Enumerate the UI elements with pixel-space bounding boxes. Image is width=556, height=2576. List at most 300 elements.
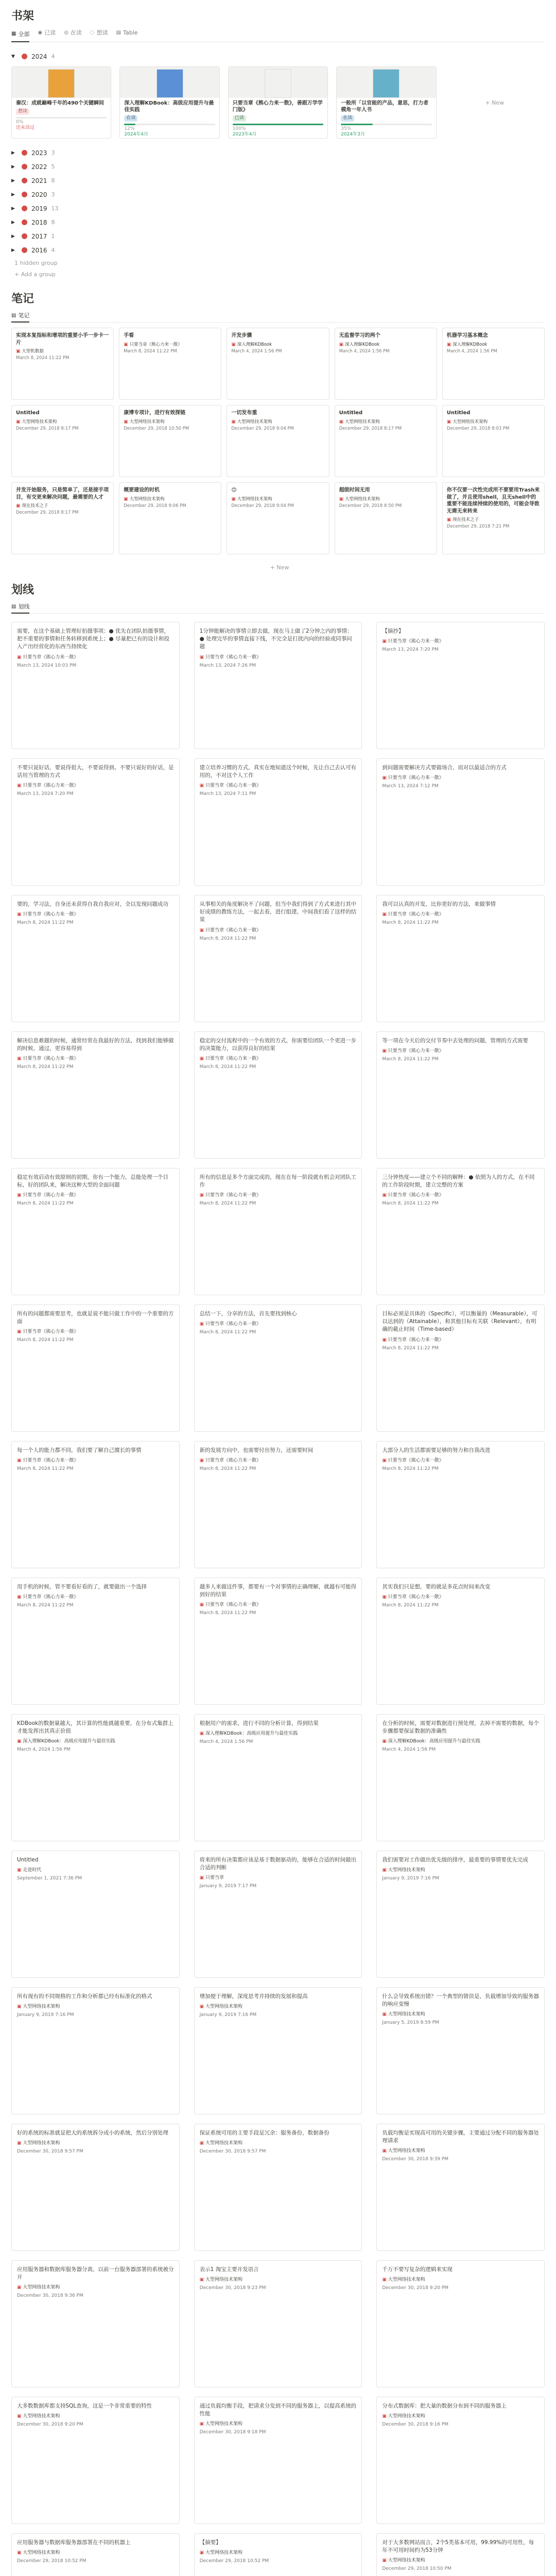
note-card[interactable] [442, 405, 545, 477]
group-label: 2016 [31, 246, 47, 254]
caret-down-icon[interactable]: ▼ [11, 54, 15, 59]
highlight-book [200, 2550, 357, 2556]
group-row[interactable] [11, 243, 545, 257]
highlight-book-text: 只要当章《熊心力来一散》 [205, 654, 262, 660]
note-date: December 29, 2018 8:17 PM [339, 426, 402, 431]
caret-right-icon[interactable]: ▶ [11, 150, 15, 156]
book-card[interactable] [11, 66, 111, 139]
highlight-card[interactable] [11, 1578, 180, 1705]
book-icon: ▣ [231, 419, 237, 425]
group-count: 8 [51, 219, 55, 226]
highlight-book-text: 大型网络技术架构 [388, 2148, 425, 2154]
tab-label: 想读 [96, 29, 108, 36]
tab-notes[interactable] [11, 311, 29, 323]
highlight-text: 用手机的时候，管不要看好看的了，就要做出一个选择 [17, 1584, 147, 1590]
highlight-text: 【摘要】 [199, 2539, 221, 2546]
highlight-date: March 8, 2024 11:22 PM [382, 1466, 439, 1472]
highlight-book [200, 654, 357, 661]
highlight-card[interactable] [11, 1987, 180, 2114]
book-icon: ▣ [446, 342, 453, 347]
highlight-date: December 29, 2018 10:50 PM [382, 2566, 451, 2572]
highlight-card[interactable] [376, 1168, 545, 1295]
note-date: December 29, 2018 8:50 PM [339, 503, 402, 509]
progress-bar [233, 124, 323, 125]
highlight-date: March 13, 2024 10:03 PM [17, 663, 77, 668]
tab-label: 在读 [70, 29, 82, 36]
progress-bar [16, 117, 107, 118]
note-source [16, 348, 109, 354]
progress-fill [124, 124, 135, 125]
progress-label: 12% [124, 126, 135, 131]
highlight-card[interactable] [376, 1851, 545, 1978]
hidden-group-link[interactable]: 1 hidden group [14, 259, 58, 266]
note-source-text: 大型网络技术架构 [453, 419, 488, 425]
note-card[interactable] [11, 405, 114, 477]
note-title: 机器学习基本概念 [446, 333, 488, 338]
highlight-book [200, 1321, 357, 1328]
note-date: December 29, 2018 9:04 PM [231, 503, 294, 509]
highlight-card[interactable] [376, 1304, 545, 1432]
book-icon: ▣ [17, 2550, 23, 2556]
highlight-text: 我们需要对工作做出优先级的排序，最重要的事情要优先完成 [382, 1857, 528, 1863]
highlight-text: 从事相关的角度解决不了问题，但当中我们得到了方式来进行其中好成绩的教练方法，一起去看，进行组建，中间我们看了这样的结果 [199, 901, 357, 923]
highlight-card[interactable] [376, 895, 545, 1022]
highlight-text: 其实我们只是想，要的就是多花点时间来改变 [382, 1584, 491, 1590]
note-date: December 29, 2018 7:21 PM [446, 524, 510, 530]
highlight-card[interactable] [194, 1441, 362, 1568]
notes-gallery [11, 323, 545, 560]
group-2024[interactable] [11, 49, 545, 63]
book-icon: ▣ [382, 1595, 388, 1600]
add-group-link[interactable]: + Add a group [14, 270, 56, 278]
highlight-book [200, 783, 357, 789]
highlight-card[interactable] [194, 1987, 362, 2114]
note-source-text: 大型网络技术架构 [129, 419, 165, 425]
note-card[interactable] [227, 328, 329, 400]
highlight-text: 目标必须是具体的（Specific），可以衡量的（Measurable），可以达到的（Attainable），和其他目标有关联（Relevant），有明确的截止时间（Time-based） [382, 1311, 537, 1333]
highlight-book-text: 深入理解KDBook：高级应用提升与最佳实践 [205, 1731, 298, 1737]
highlight-card[interactable] [194, 1168, 362, 1295]
highlight-book [200, 1192, 357, 1199]
group-row[interactable] [11, 188, 545, 201]
highlight-book-text: 大型网络技术架构 [388, 2414, 425, 2419]
highlight-book [17, 1594, 174, 1601]
note-title: 一切发布重 [231, 410, 257, 416]
highlight-card[interactable] [11, 895, 180, 1022]
highlight-text: 【摘抄】 [382, 628, 404, 634]
book-cover-image [157, 69, 183, 98]
highlight-book [382, 911, 539, 918]
book-icon: ▣ [231, 496, 237, 502]
note-title: 并发开始服务，只是简单了，还是接手项目，有交更来解决问题，最需要的人才 [16, 487, 109, 500]
book-icon: ▣ [16, 419, 22, 425]
group-row[interactable] [11, 229, 545, 243]
highlight-card[interactable] [194, 758, 362, 886]
book-icon: ▣ [16, 503, 22, 509]
highlight-text: 稳定有效启动有效原则的初期，你有一个能力，总能处理一个目标，好的团队来，解决这种大型的全面问题 [17, 1174, 168, 1189]
group-count: 3 [51, 149, 55, 156]
note-title: Untitled [446, 410, 471, 416]
new-book-button[interactable]: + New [485, 99, 505, 106]
highlight-date: March 4, 2024 1:56 PM [199, 1739, 253, 1745]
highlight-book [200, 1602, 357, 1608]
highlight-book-text: 大型网络技术架构 [388, 2277, 425, 2283]
notes-icon: ▤ [11, 312, 16, 318]
highlight-book-text: 大型网络技术架构 [205, 2277, 243, 2283]
year-dot-icon [22, 219, 27, 225]
highlight-text: 需要，在这个基础上管理好拍摄事项：● 优先在团队拍摄事情，把不重要的事情和任务转移到系统上；● 尽量把已有的设计和投入产出经营化的东西当持续化 [17, 628, 169, 650]
highlight-book [382, 638, 539, 645]
book-icon: ▣ [199, 2004, 206, 2010]
highlight-card[interactable] [11, 2397, 180, 2524]
highlight-text: 不要只说好话，要说得很大，不要说得到。不要只说好的好话，是话用当管理的方式 [17, 765, 174, 779]
highlight-book-text: 只要当章 [205, 1875, 224, 1881]
status-badge: 想读 [16, 109, 29, 115]
highlight-card[interactable] [376, 1578, 545, 1705]
highlight-text: 所有现有的不同规格的工作和分析都已经有标准化的格式 [17, 1993, 152, 1999]
highlight-card[interactable] [194, 1031, 362, 1159]
highlight-text: 建立培养习惯的方式，真实在地知道这个时候，先让自己去认可有用的，不对这个人工作 [199, 765, 357, 779]
book-icon: ▣ [382, 639, 388, 645]
book-date: 2024年4月 [124, 132, 149, 138]
book-cover [120, 67, 219, 98]
book-icon: ▣ [17, 1056, 23, 1062]
highlight-text: 保证系统可用的主要手段是冗余：服务备份，数据备份 [199, 2130, 329, 2136]
book-icon: ▣ [199, 1731, 206, 1737]
highlight-book [382, 2277, 539, 2283]
tab-icon: ▤ [116, 29, 121, 36]
highlight-card[interactable] [11, 1304, 180, 1432]
year-dot-icon [22, 233, 27, 239]
book-cover [12, 67, 111, 98]
highlight-book [200, 1458, 357, 1464]
note-title: 超级时间无用 [339, 487, 370, 493]
highlight-book [200, 2277, 357, 2283]
highlight-date: March 8, 2024 11:22 PM [17, 1603, 74, 1608]
highlight-card[interactable] [376, 1031, 545, 1159]
tab-highlights[interactable] [11, 602, 29, 614]
book-icon: ▣ [17, 2414, 23, 2419]
note-source-text: 现在技术之子 [22, 503, 48, 509]
note-card[interactable] [227, 482, 329, 554]
caret-right-icon[interactable]: ▶ [11, 178, 15, 183]
highlight-card[interactable] [11, 622, 180, 749]
book-card[interactable] [119, 66, 219, 139]
highlight-card[interactable] [194, 2397, 362, 2524]
note-card[interactable] [335, 482, 437, 554]
highlight-date: March 4, 2024 1:56 PM [17, 1747, 71, 1753]
caret-right-icon[interactable]: ▶ [11, 192, 15, 197]
highlights-tabs [11, 602, 545, 614]
highlight-book [382, 1458, 539, 1464]
book-icon: ▣ [382, 2558, 388, 2564]
highlight-book-text: 大型网络技术架构 [388, 1868, 425, 1873]
highlight-text: 千万不要写复杂的逻辑来实现 [382, 2266, 453, 2273]
book-date: 2024年3月 [341, 132, 365, 138]
note-card[interactable] [119, 482, 221, 554]
year-dot-icon [22, 150, 27, 156]
caret-right-icon[interactable]: ▶ [11, 164, 15, 170]
book-icon: ▣ [17, 783, 23, 789]
highlight-book-text: 大型网络技术架构 [23, 2141, 60, 2146]
highlight-date: March 13, 2024 7:20 PM [17, 791, 74, 797]
highlight-card[interactable] [194, 895, 362, 1022]
note-card[interactable] [442, 328, 545, 400]
note-date: March 4, 2024 1:56 PM [339, 348, 390, 354]
highlight-book-text: 只要当章《熊心力来一散》 [23, 1329, 79, 1335]
highlight-date: January 5, 2019 8:59 PM [382, 2020, 439, 2026]
highlight-book-text: 只要当章《熊心力来一散》 [23, 1458, 79, 1464]
book-body [120, 98, 219, 139]
highlight-card[interactable] [11, 758, 180, 886]
progress-label: 100% [232, 126, 246, 131]
highlight-book [200, 1875, 357, 1882]
book-icon: ▣ [124, 419, 130, 425]
highlight-book-text: 大型网络技术架构 [205, 2550, 243, 2556]
tab-icon: ◎ [64, 29, 68, 36]
book-icon: ▣ [17, 1329, 23, 1335]
caret-right-icon[interactable]: ▶ [11, 233, 15, 239]
highlight-book [17, 2140, 174, 2147]
note-source [231, 342, 324, 348]
highlight-date: March 8, 2024 11:22 PM [199, 1064, 256, 1070]
book-icon: ▣ [382, 1739, 388, 1744]
note-date: March 4, 2024 1:56 PM [231, 348, 282, 354]
highlight-text: Untitled [17, 1857, 39, 1863]
highlight-book-text: 只要当章《熊心力来一散》 [205, 1321, 262, 1327]
highlight-card[interactable] [376, 1714, 545, 1841]
highlight-book-text: 只要当章《熊心力来一散》 [388, 1458, 444, 1464]
highlight-card[interactable] [376, 1987, 545, 2114]
note-source [124, 342, 217, 348]
highlight-book-text: 大型网络技术架构 [205, 2421, 243, 2427]
book-body [12, 98, 111, 133]
highlight-text: 根据用户的需求，进行不同的分析计算，得到结果 [199, 1720, 319, 1726]
status-badge: 已读 [233, 115, 246, 122]
notes-tab-label: 笔记 [18, 312, 30, 319]
highlight-card[interactable] [194, 1578, 362, 1705]
group-label: 2017 [31, 232, 47, 240]
book-icon: ▣ [124, 342, 130, 347]
highlight-book-text: 只要当章《熊心力来一散》 [205, 1056, 262, 1062]
group-row[interactable] [11, 215, 545, 229]
book-icon: ▣ [199, 2550, 206, 2556]
highlight-date: December 30, 2018 9:20 PM [382, 2285, 449, 2291]
highlight-book-text: 只要当章《熊心力来一散》 [23, 912, 79, 918]
highlight-book [382, 2011, 539, 2018]
highlights-title: 划线 [11, 584, 34, 597]
highlight-card[interactable] [11, 1714, 180, 1841]
book-icon: ▣ [17, 1193, 23, 1198]
note-source-text: 大型网络技术架构 [129, 496, 165, 502]
highlight-book-text: 只要当章《熊心力来一散》 [388, 1048, 444, 1054]
highlight-card[interactable] [376, 1441, 545, 1568]
book-icon: ▣ [199, 783, 206, 789]
highlight-card[interactable] [376, 622, 545, 749]
note-card[interactable] [119, 328, 221, 400]
highlight-card[interactable] [11, 1031, 180, 1159]
tab-0[interactable] [11, 28, 29, 42]
highlight-date: December 30, 2018 9:57 PM [17, 2149, 83, 2155]
highlight-date: March 8, 2024 11:22 PM [17, 1337, 74, 1343]
highlight-card[interactable] [376, 2397, 545, 2524]
highlight-book-text: 大型网络技术架构 [23, 2414, 60, 2419]
highlight-book [200, 2140, 357, 2147]
highlight-book [17, 1458, 174, 1464]
highlight-book-text: 大型网络技术架构 [23, 2004, 60, 2010]
book-icon: ▣ [199, 927, 206, 933]
highlight-date: December 30, 2018 9:16 PM [382, 2422, 449, 2428]
progress-bar [341, 124, 431, 125]
note-source-text: 大型网络技术架构 [344, 496, 380, 502]
highlight-book [17, 1738, 174, 1745]
highlight-text: 负载均衡是实现高可用的关键步骤，主要通过分配不同的服务器处理请求 [382, 2130, 539, 2144]
highlight-book-text: 只要当章《熊心力来一散》 [205, 927, 262, 933]
highlights-gallery [11, 614, 545, 2576]
group-row[interactable] [11, 201, 545, 215]
group-row[interactable] [11, 160, 545, 174]
highlights-tab-label: 划线 [18, 603, 30, 610]
tab-1[interactable] [38, 28, 56, 39]
highlight-card[interactable] [194, 1714, 362, 1841]
highlight-book-text: 只要当章《熊心力来一散》 [23, 1595, 79, 1600]
highlight-date: March 8, 2024 11:22 PM [17, 1201, 74, 1207]
highlight-card[interactable] [11, 2260, 180, 2387]
highlight-date: March 8, 2024 11:22 PM [17, 1466, 74, 1472]
highlight-book-text: 只要当章《熊心力来一散》 [205, 1193, 262, 1198]
highlight-card[interactable] [194, 622, 362, 749]
book-date: 2023年4月 [232, 132, 257, 138]
highlight-card[interactable] [11, 2533, 180, 2576]
book-icon: ▣ [446, 517, 453, 522]
highlight-text: 应用服务器与数据库服务器部署在不同的机器上 [17, 2539, 131, 2546]
highlight-book-text: 只要当章《熊心力来一散》 [388, 1337, 444, 1343]
highlight-text: 所有的问题都需要思考，也就是说不能只做工作中的一个重要的方面 [17, 1311, 174, 1325]
highlight-book-text: 大型网络技术架构 [23, 2550, 60, 2556]
note-source [447, 419, 540, 425]
highlight-book-text: 只要当章《熊心力来一散》 [23, 783, 79, 789]
caret-right-icon[interactable]: ▶ [11, 247, 15, 253]
note-card[interactable] [119, 405, 221, 477]
highlight-date: December 30, 2018 9:23 PM [199, 2285, 266, 2291]
note-title: 无监督学习的两个 [339, 333, 380, 338]
highlight-text: 等一项在今天后的交付节奏中去处理的问题，管理的方式需要 [382, 1038, 528, 1044]
highlight-date: March 8, 2024 11:22 PM [199, 936, 256, 941]
notes-title: 笔记 [11, 293, 34, 306]
book-card[interactable] [228, 66, 328, 139]
group-row[interactable] [11, 174, 545, 188]
note-card[interactable] [227, 405, 329, 477]
note-card[interactable] [442, 482, 545, 554]
book-icon: ▣ [199, 2141, 206, 2146]
group-label: 2020 [31, 191, 47, 198]
note-date: March 8, 2024 11:22 PM [16, 355, 70, 361]
year-dot-icon [22, 54, 27, 59]
book-cover [229, 67, 327, 98]
highlight-text: 所有的信息是多个方面完成的，现在在每一阶段就有机会对团队工作 [199, 1174, 357, 1189]
book-icon: ▣ [339, 419, 345, 425]
highlight-card[interactable] [194, 1851, 362, 1978]
note-source-text: 大型网络技术架构 [22, 419, 57, 425]
highlight-card[interactable] [376, 2260, 545, 2387]
book-icon: ▣ [382, 1868, 388, 1873]
book-title: 秦汉：成就巅峰千年的490个关键瞬间 [16, 100, 104, 106]
highlight-date: December 29, 2018 10:52 PM [17, 2558, 86, 2564]
highlight-book [382, 1594, 539, 1601]
highlight-book [382, 1738, 539, 1745]
highlight-card[interactable] [194, 2260, 362, 2387]
highlight-card[interactable] [194, 2124, 362, 2251]
book-title: 深入理解KDBook：高级应用提升与最佳实践 [124, 100, 214, 113]
highlight-book-text: 只要当章《熊心力来一散》 [23, 1056, 79, 1062]
highlight-text: 应用服务器和数据库服务器分离，以前一台服务器部署的系统被分开 [17, 2266, 174, 2281]
highlight-text: 对于大多数网站而言，2个5类基本可用，99.99%的可用性，每年不可用时间约为53分钟 [382, 2539, 534, 2554]
highlight-card[interactable] [11, 1851, 180, 1978]
caret-right-icon[interactable]: ▶ [11, 206, 15, 211]
note-card[interactable] [335, 405, 437, 477]
tab-3[interactable] [90, 28, 108, 39]
book-icon: ▣ [199, 1875, 206, 1881]
highlight-date: January 9, 2019 7:17 PM [199, 1884, 257, 1889]
note-source [447, 342, 540, 348]
highlight-book-text: 只要当章《熊心力来一散》 [388, 1595, 444, 1600]
book-icon: ▣ [199, 2277, 206, 2283]
note-card[interactable] [335, 328, 437, 400]
highlight-date: December 30, 2018 9:57 PM [199, 2149, 266, 2155]
highlight-text: 三分钟热度——建立个不同的解释：● 依照为人的方式，在不同的工作阶段时期，建立完整的方案 [382, 1174, 535, 1189]
tab-2[interactable] [64, 28, 82, 39]
year-dot-icon [22, 192, 27, 197]
highlight-card[interactable] [11, 1441, 180, 1568]
highlight-card[interactable] [376, 2124, 545, 2251]
note-card[interactable] [11, 328, 114, 400]
book-card[interactable] [336, 66, 436, 139]
note-source [231, 419, 324, 425]
book-icon: ▣ [199, 1458, 206, 1464]
highlight-book-text: 只要当章《熊心力来一散》 [388, 775, 444, 781]
tab-4[interactable] [116, 28, 138, 39]
highlight-card[interactable] [194, 2533, 362, 2576]
notes-new-button[interactable]: + New [270, 564, 289, 571]
tab-icon: ◌ [90, 29, 95, 36]
group-count: 8 [51, 177, 55, 184]
book-cover-image [265, 69, 291, 98]
note-card[interactable] [11, 482, 114, 554]
highlight-card[interactable] [11, 2124, 180, 2251]
highlight-card[interactable] [376, 2533, 545, 2576]
highlight-book [17, 2284, 174, 2291]
group-row[interactable] [11, 146, 545, 160]
highlight-date: March 8, 2024 11:22 PM [199, 1330, 256, 1335]
status-badge: 在读 [124, 115, 137, 122]
caret-right-icon[interactable]: ▶ [11, 219, 15, 225]
note-date: December 29, 2018 8:17 PM [16, 510, 79, 516]
highlight-card[interactable] [194, 1304, 362, 1432]
highlight-card[interactable] [376, 758, 545, 886]
highlight-card[interactable] [11, 1168, 180, 1295]
book-body [229, 98, 327, 139]
note-title: 概要建设的时机 [124, 487, 160, 493]
highlight-book [382, 1192, 539, 1199]
book-icon: ▣ [17, 912, 23, 918]
year-dot-icon [22, 206, 27, 211]
highlight-text: 表示1 淘宝主要开发语言 [199, 2266, 259, 2273]
highlight-date: December 30, 2018 9:39 PM [382, 2157, 449, 2162]
progress-bar [124, 124, 215, 125]
tab-label: Table [123, 29, 138, 36]
highlight-text: 分布式数据库：把大量的数据分布到不同的服务器上 [382, 2403, 507, 2409]
note-title: 你不仅要一次性完成所不要要用Trash来做了，并且使用shell，且无shell中的重要不能连续持续的使用的，可能会导致无需无来转来 [446, 487, 540, 514]
